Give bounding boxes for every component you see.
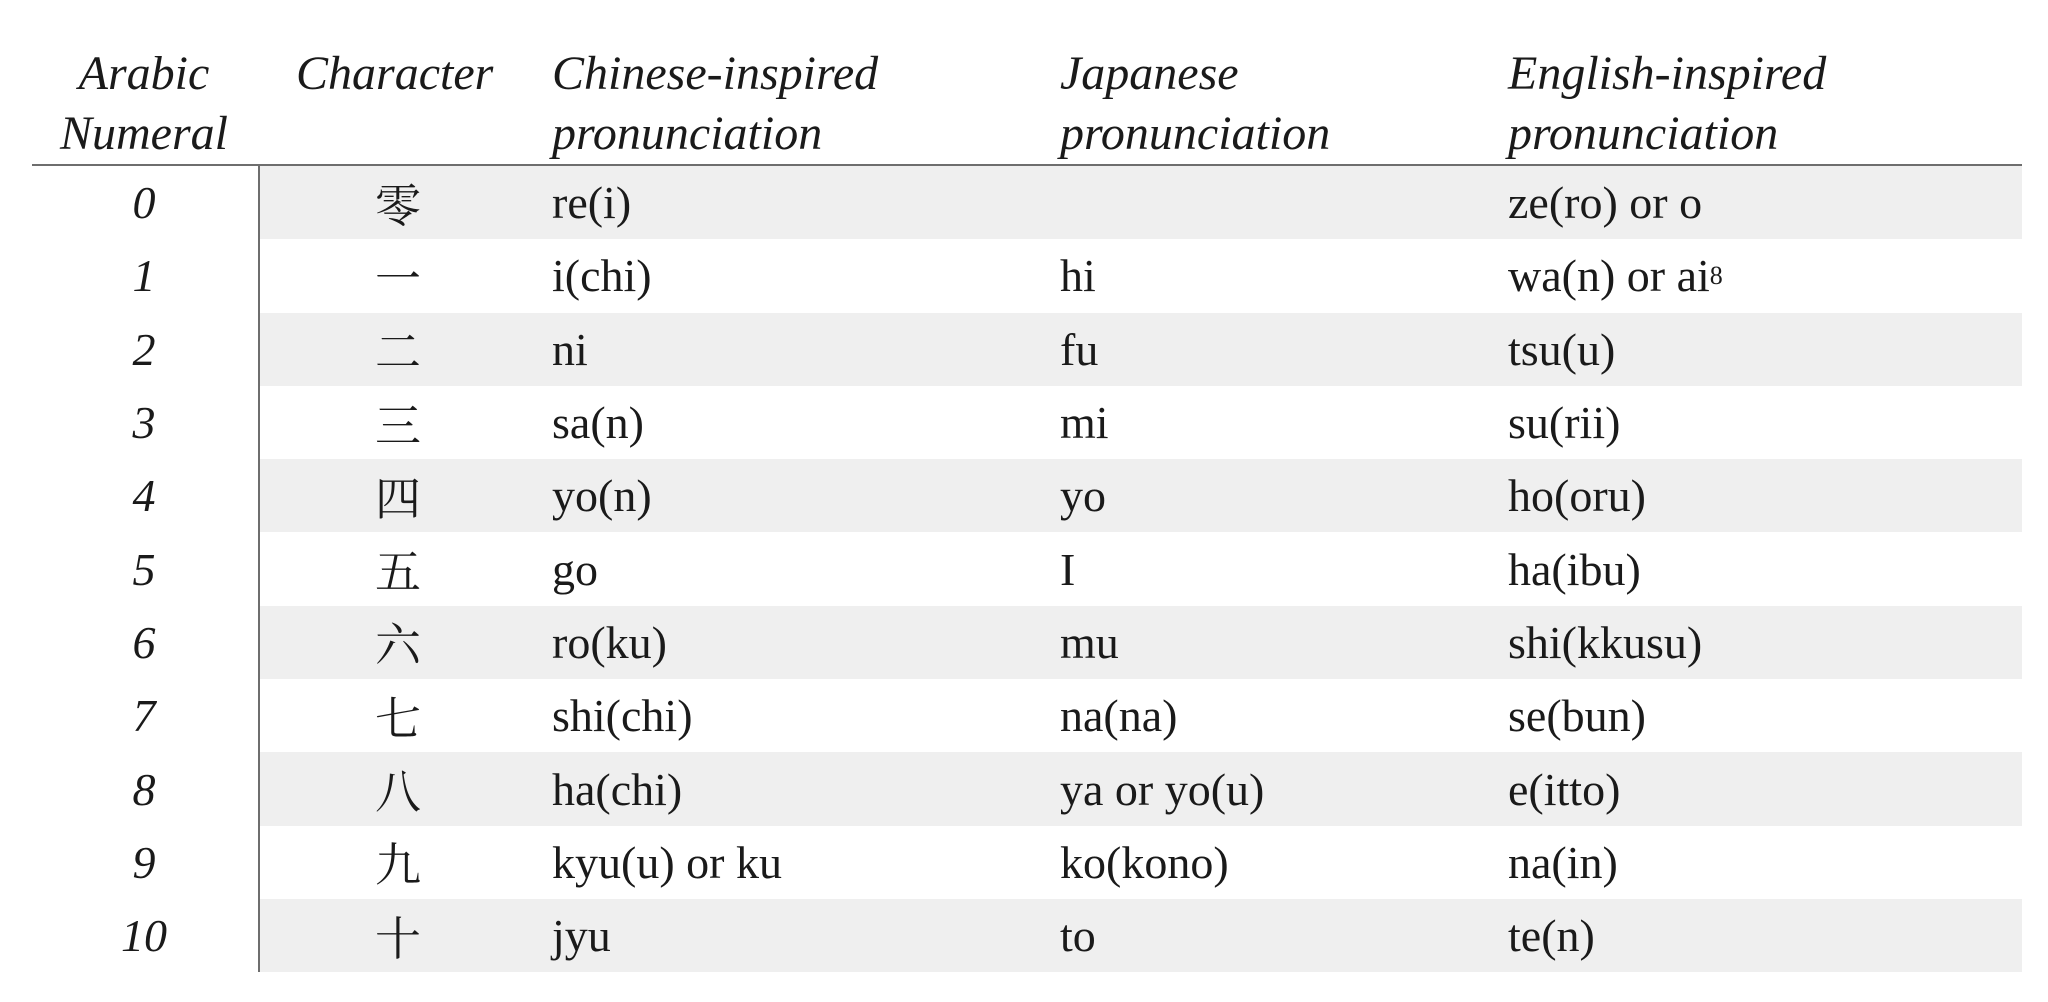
english-cell: wa(n) or ai 8 bbox=[1508, 250, 1723, 302]
japanese-cell: yo bbox=[1060, 470, 1106, 522]
table-row bbox=[32, 679, 2022, 752]
character-cell: 九 bbox=[375, 838, 421, 893]
english-text: se(bun) bbox=[1508, 690, 1646, 742]
character-cell: 四 bbox=[375, 471, 421, 526]
japanese-cell: mi bbox=[1060, 397, 1109, 449]
table-header bbox=[32, 44, 2022, 166]
english-cell bbox=[1508, 532, 1641, 605]
english-text: e(itto) bbox=[1508, 763, 1621, 815]
english-text: tsu(u) bbox=[1508, 323, 1616, 375]
table-row bbox=[32, 532, 2022, 605]
header-arabic-numeral bbox=[32, 44, 256, 164]
header-english-pronunciation bbox=[1508, 44, 1826, 164]
header-japanese-line-2: pronunciation bbox=[1060, 107, 1331, 160]
numeral-cell: 2 bbox=[132, 323, 156, 375]
numeral-cell: 4 bbox=[132, 470, 156, 522]
japanese-cell: fu bbox=[1060, 323, 1099, 375]
header-chinese-line-1: Chinese-inspired bbox=[552, 47, 879, 100]
english-cell bbox=[1508, 899, 1595, 972]
english-text: na(in) bbox=[1508, 836, 1618, 888]
header-english-line-2: pronunciation bbox=[1508, 107, 1779, 160]
table-row bbox=[32, 313, 2022, 386]
chinese-cell: re(i) bbox=[552, 177, 632, 229]
chinese-cell: shi(chi) bbox=[552, 690, 693, 742]
numeral-cell: 5 bbox=[132, 543, 156, 595]
table-row bbox=[32, 386, 2022, 459]
numerals-table bbox=[32, 44, 2022, 972]
numeral-cell: 10 bbox=[121, 910, 167, 962]
table-row bbox=[32, 166, 2022, 239]
chinese-cell: go bbox=[552, 543, 598, 595]
chinese-cell: kyu(u) or ku bbox=[552, 836, 782, 888]
chinese-cell: sa(n) bbox=[552, 397, 644, 449]
header-japanese-line-1: Japanese bbox=[1060, 47, 1239, 100]
japanese-cell: ko(kono) bbox=[1060, 836, 1229, 888]
english-cell bbox=[1508, 826, 1618, 899]
english-cell bbox=[1508, 752, 1620, 825]
japanese-cell: na(na) bbox=[1060, 690, 1178, 742]
table-row bbox=[32, 606, 2022, 679]
japanese-cell: to bbox=[1060, 910, 1096, 962]
japanese-cell: ya or yo(u) bbox=[1060, 763, 1265, 815]
table-row bbox=[32, 826, 2022, 899]
table-row bbox=[32, 752, 2022, 825]
japanese-cell: hi bbox=[1060, 250, 1096, 302]
character-cell: 一 bbox=[375, 251, 421, 306]
header-character-line: Character bbox=[296, 47, 494, 100]
english-text: su(rii) bbox=[1508, 397, 1621, 449]
english-text: ho(oru) bbox=[1508, 470, 1646, 522]
japanese-cell: mu bbox=[1060, 616, 1119, 668]
character-cell: 十 bbox=[375, 911, 421, 966]
numeral-cell: 7 bbox=[132, 690, 156, 742]
header-character bbox=[296, 44, 496, 104]
english-text: te(n) bbox=[1508, 910, 1595, 962]
character-cell: 七 bbox=[375, 691, 421, 746]
numeral-cell: 9 bbox=[132, 836, 156, 888]
english-cell bbox=[1508, 166, 1702, 239]
chinese-cell: yo(n) bbox=[552, 470, 652, 522]
character-cell: 零 bbox=[375, 178, 421, 233]
character-cell: 五 bbox=[375, 545, 421, 600]
header-numeral-line-1: Arabic bbox=[78, 47, 210, 100]
header-chinese-line-2: pronunciation bbox=[552, 107, 823, 160]
character-cell: 二 bbox=[375, 325, 421, 380]
table-body bbox=[32, 166, 2022, 972]
numeral-cell: 6 bbox=[132, 616, 156, 668]
numeral-cell: 0 bbox=[132, 177, 156, 229]
english-cell bbox=[1508, 459, 1646, 532]
character-cell: 八 bbox=[375, 765, 421, 820]
chinese-cell: i(chi) bbox=[552, 250, 652, 302]
table-row bbox=[32, 239, 2022, 312]
header-chinese-pronunciation bbox=[552, 44, 878, 164]
numeral-cell: 1 bbox=[132, 250, 156, 302]
header-numeral-line-2: Numeral bbox=[60, 107, 228, 160]
column-divider bbox=[258, 166, 260, 972]
english-cell bbox=[1508, 386, 1620, 459]
numeral-cell: 8 bbox=[132, 763, 156, 815]
chinese-cell: ha(chi) bbox=[552, 763, 683, 815]
english-cell bbox=[1508, 606, 1702, 679]
english-cell bbox=[1508, 313, 1615, 386]
header-japanese-pronunciation bbox=[1060, 44, 1330, 164]
japanese-cell: I bbox=[1060, 543, 1076, 595]
english-text: ha(ibu) bbox=[1508, 543, 1641, 595]
english-text: ze(ro) or o bbox=[1508, 177, 1703, 229]
english-text: shi(kkusu) bbox=[1508, 616, 1703, 668]
table-row bbox=[32, 899, 2022, 972]
character-cell: 六 bbox=[375, 618, 421, 673]
table-row bbox=[32, 459, 2022, 532]
english-text: wa(n) or ai bbox=[1508, 250, 1710, 302]
header-english-line-1: English-inspired bbox=[1508, 47, 1827, 100]
english-cell bbox=[1508, 679, 1646, 752]
chinese-cell: ni bbox=[552, 323, 588, 375]
numeral-cell: 3 bbox=[132, 397, 156, 449]
chinese-cell: ro(ku) bbox=[552, 616, 667, 668]
character-cell: 三 bbox=[375, 398, 421, 453]
chinese-cell: jyu bbox=[552, 910, 611, 962]
